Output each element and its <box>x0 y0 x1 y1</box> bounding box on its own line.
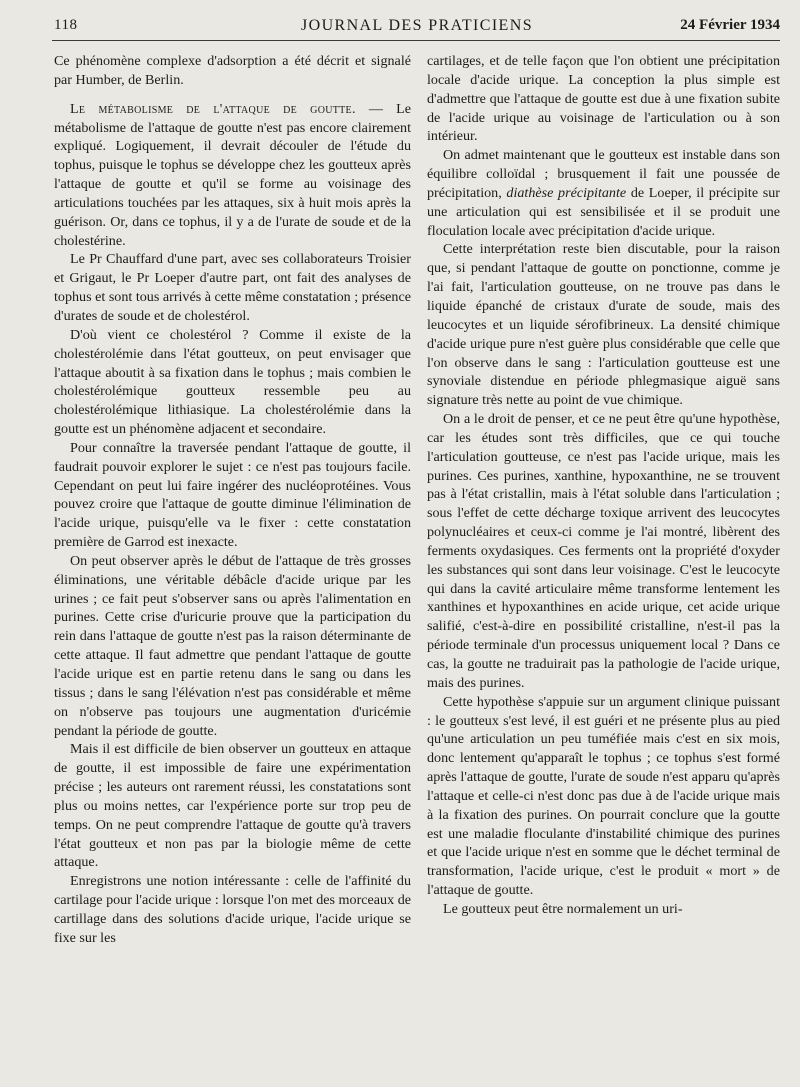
paragraph: Cette interprétation reste bien discutable, pour la raison que, si pendant l'attaque de goutte on ponctionne, comme je l'ai fait, l'articulation goutteuse, on ne trouve pas dans le liquide épanché de cristaux d'urate de soude, mais des leucocytes et un liquide sérofibrineux. La densité chimique d'acide urique pure n'est guère plus considérable que celle que l'on observe dans le sang : l'articulation goutteuse est une synoviale distendue en période phlegmasique aiguë sans signature très nette au point de vue chimique. <box>427 241 780 409</box>
paragraph: cartilages, et de telle façon que l'on obtient une précipitation locale d'acide urique. La conception la plus simple est d'admettre que l'attaque de goutte est due à une fixation subite de l'acide urique au voisinage de l'articulation ou à son intérieur. <box>427 53 780 145</box>
paragraph: Le Pr Chauffard d'une part, avec ses collaborateurs Troisier et Grigaut, le Pr Loeper d'autre part, ont fait des analyses de tophus et sont tous arrivés à cette même constatation ; présence d'urates de soude et de cholestérol. <box>54 251 411 324</box>
paragraph: Mais il est difficile de bien observer un goutteux en attaque de goutte, il est impossible de faire une expérimentation précise ; les auteurs ont rarement réussi, les constatations sont plus ou moins nettes, car l'expérience porte sur trop peu de temps. On ne peut comprendre l'attaque de goutte qu'à travers l'état goutteux et non pas par la biologie même de cette attaque. <box>54 741 411 871</box>
paragraph-text: Le métabolisme de l'attaque de goutte n'est pas encore clairement expliqué. Logiquement, il devrait découler de l'étude du tophus, puisque le tophus se développe chez les goutteux après l'attaque de goutte et qu'il se forme au voisinage des articulations touchées par les attaques, six à huit mois après la guérison. Or, dans ce tophus, il y a de l'urate de soude et de la cholestérine. <box>54 100 412 249</box>
paragraph: Enregistrons une notion intéressante : celle de l'affinité du cartilage pour l'acide urique : lorsque l'on met des morceaux de cartillage dans des solutions d'acide urique, l'acide urique se fixe sur les <box>54 873 411 946</box>
paragraph: Le goutteux peut être normalement un uri- <box>443 900 683 917</box>
header-rule <box>52 40 780 41</box>
paragraph: On peut observer après le début de l'attaque de très grosses éliminations, une véritable débâcle d'acide urique par les urines ; ce fait peut s'observer sans ou après l'alimentation en purines. Cette crise d'uricurie prouve que la participation du rein dans l'attaque de goutte n'est pas la raison déterminante de cette attaque. Il faut admettre que pendant l'attaque de goutte l'acide urique est en partie retenu dans le sang ou dans les tissus ; dans le sang l'élévation n'est pas considérable et même on n'observe pas toujours une augmentation d'uricémie pendant la période de goutte. <box>54 552 411 739</box>
paragraph-text: On admet maintenant que le goutteux est instable dans son équilibre colloïdal ; brusquement il fait une poussée de précipitation, <box>427 147 780 201</box>
paragraph-text: de Loeper, il précipite sur une articulation qui est sensibilisée et il se produit une floculation locale avec précipitation d'acide urique. <box>427 184 780 239</box>
page-number: 118 <box>54 17 78 33</box>
paragraph: On a le droit de penser, et ce ne peut être qu'une hypothèse, car les études sont très difficiles, que ce qui touche l'articulation goutteuse, ce n'est pas l'acide urique, mais les purines. Ces purines, xanthine, hypoxanthine, ne se trouvent pas à l'état cristallin, mais à l'état soluble dans l'articulation ; sous l'effet de cette décharge toxique arrivent des leucocytes polynucléaires et ceux-ci comme je l'ai montré, libèrent des ferments oxydasiques. Ces ferments ont la propriété d'oxyder les substances qui sont dans leur voisinage. C'est le leucocyte qui dans la cavité articulaire même transforme lentement les xanthines et hypoxanthines en acide urique, cet acide urique salifié, c'est-à-dire en possibilité cristalline, n'est-il pas la période terminale d'un processus uniquement local ? Dans ce cas, la goutte ne traduirait pas la pathologie de l'acide urique, mais des purines. <box>427 411 780 691</box>
paragraph: Cette hypothèse s'appuie sur un argument clinique puissant : le goutteux s'est levé, il est guéri et ne présente plus au pied qu'une articulation un peu tuméfiée mais c'est en six mois, donc lentement qu'apparaît le tophus ; ce tophus s'est formé après l'attaque de goutte, l'urate de soude n'est apparu qu'après l'attaque et celle-ci n'est donc pas due à de l'acide urique mais à la fixation des purines. On pourrait conclure que la goutte est une maladie floculante d'instabilité chimique des purines et que l'acide urique n'est en somme que le déchet terminal de transformation, l'acide urique, c'est le produit « mort » de l'attaque de goutte. <box>427 693 780 899</box>
paragraph <box>427 146 780 240</box>
section-rubric: Le métabolisme de l'attaque de goutte. — <box>70 100 384 117</box>
left-column <box>54 52 411 948</box>
journal-title: JOURNAL DES PRATICIENS <box>300 17 533 34</box>
right-column <box>427 52 780 919</box>
paragraph: D'où vient ce cholestérol ? Comme il existe de la cholestérolémie dans l'état goutteux, on peut envisager que l'attaque aboutit à sa fixation dans le tophus ; mais combien le cholestérolémique goutteux ressemble peu au cholestérolémique lithiasique. La cholestérolémie dans la goutte est un phénomène adjacent et secondaire. <box>54 326 411 438</box>
italic-term: diathèse précipitante <box>506 184 627 201</box>
paragraph <box>54 100 411 251</box>
paragraph: Pour connaître la traversée pendant l'attaque de goutte, il faudrait pouvoir explorer le sujet : ce n'est pas toujours facile. Cependant on peut lui faire ingérer des nucléoprotéines. Vous pouvez croire que l'attaque de goutte diminue l'élimination de l'acide urique, puisqu'elle va le fixer : cette constatation première de Garrod est inexacte. <box>54 439 411 551</box>
issue-date: 24 Février 1934 <box>680 17 780 33</box>
page-header <box>54 17 780 41</box>
paragraph: Ce phénomène complexe d'adsorption a été décrit et signalé par Humber, de Berlin. <box>54 53 411 88</box>
